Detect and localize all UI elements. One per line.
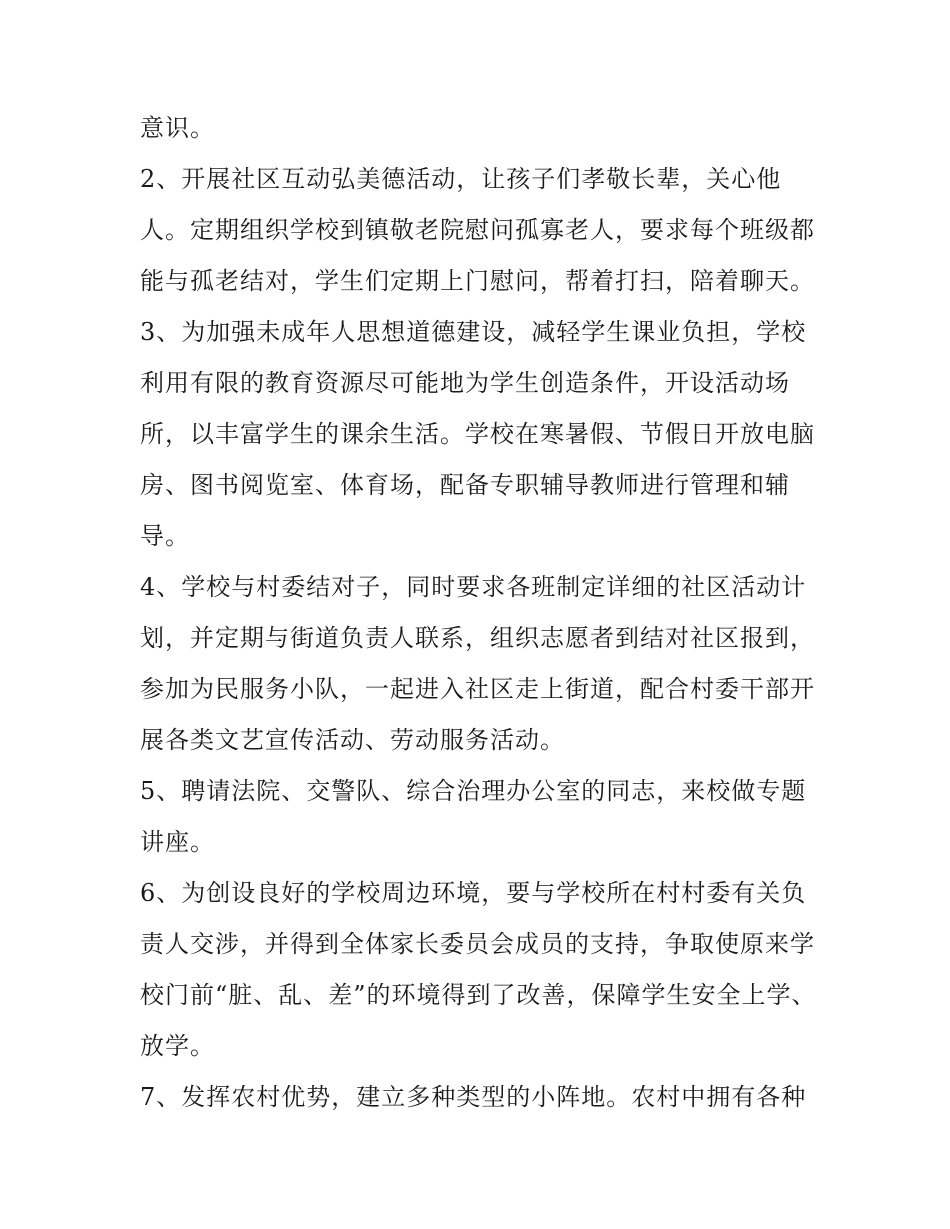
text-line: 4、学校与村委结对子，同时要求各班制定详细的社区活动计 [140, 573, 807, 601]
text-line: 能与孤老结对，学生们定期上门慰问，帮着打扫，陪着聊天。 [140, 267, 815, 295]
text-line: 房、图书阅览室、体育场，配备专职辅导教师进行管理和辅 [140, 471, 790, 499]
text-line: 导。 [140, 522, 190, 550]
text-line: 讲座。 [140, 828, 215, 856]
text-line: 责人交涉，并得到全体家长委员会成员的支持，争取使原来学 [140, 930, 815, 958]
text-line: 5、聘请法院、交警队、综合治理办公室的同志，来校做专题 [140, 777, 807, 805]
text-line: 2、开展社区互动弘美德活动，让孩子们孝敬长辈，关心他 [140, 165, 782, 193]
text-line: 利用有限的教育资源尽可能地为学生创造条件，开设活动场 [140, 369, 790, 397]
text-line: 意识。 [140, 114, 215, 142]
text-line: 所，以丰富学生的课余生活。学校在寒暑假、节假日开放电脑 [140, 420, 815, 448]
text-line: 校门前“脏、乱、差”的环境得到了改善，保障学生安全上学、 [140, 981, 817, 1009]
text-line: 划，并定期与街道负责人联系，组织志愿者到结对社区报到， [140, 624, 815, 652]
text-line: 放学。 [140, 1032, 215, 1060]
text-line: 展各类文艺宣传活动、劳动服务活动。 [140, 726, 565, 754]
document-body [140, 108, 830, 1128]
text-line: 3、为加强未成年人思想道德建设，减轻学生课业负担，学校 [140, 318, 807, 346]
text-line: 7、发挥农村优势，建立多种类型的小阵地。农村中拥有各种 [140, 1083, 807, 1111]
text-line: 参加为民服务小队，一起进入社区走上街道，配合村委干部开 [140, 675, 815, 703]
text-line: 6、为创设良好的学校周边环境，要与学校所在村村委有关负 [140, 879, 807, 907]
text-line: 人。定期组织学校到镇敬老院慰问孤寡老人，要求每个班级都 [140, 216, 815, 244]
